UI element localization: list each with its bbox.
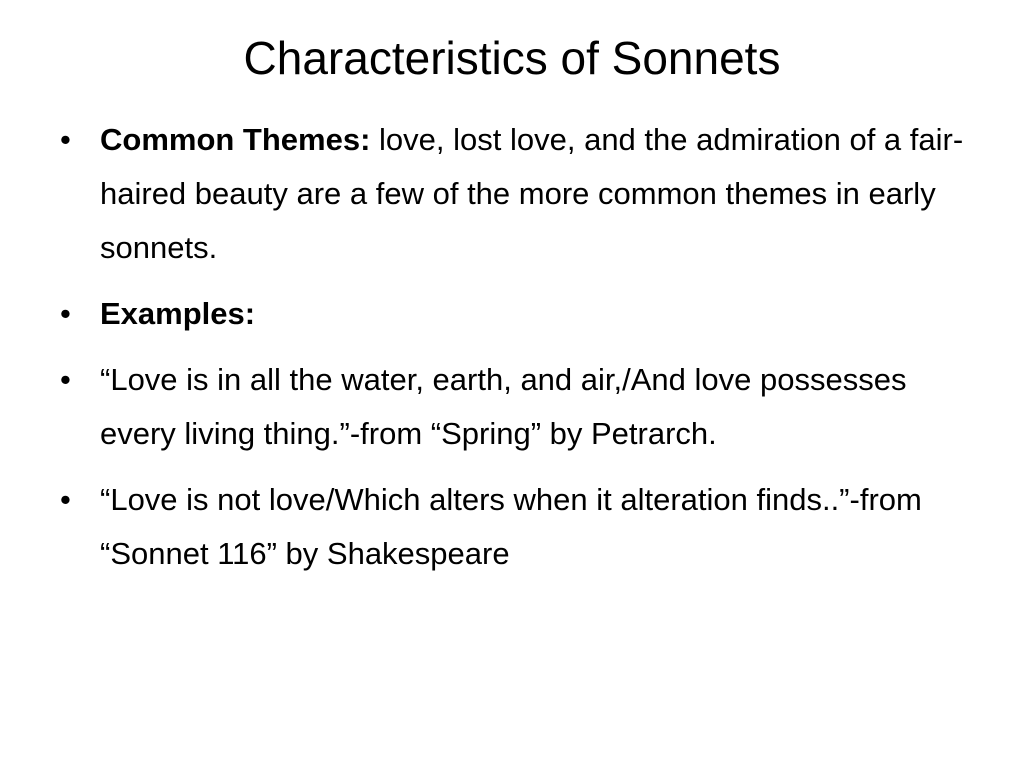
- bullet-item-examples: [60, 287, 970, 341]
- bullet-label: Common Themes:: [100, 122, 371, 157]
- bullet-label: Examples:: [100, 296, 256, 331]
- bullet-list: [60, 113, 970, 593]
- bullet-item-petrarch-quote: [60, 353, 970, 461]
- bullet-icon: •: [60, 122, 71, 157]
- bullet-icon: •: [60, 296, 71, 331]
- slide-title: Characteristics of Sonnets: [243, 32, 781, 84]
- bullet-item-shakespeare-quote: [60, 473, 970, 581]
- bullet-icon: •: [60, 362, 71, 397]
- bullet-text: love, lost love, and the admiration of a fair-haired beauty are a few of the more common themes in early sonnets.: [100, 122, 964, 265]
- bullet-item-common-themes: [60, 113, 970, 275]
- bullet-text: “Love is in all the water, earth, and air,/And love possesses every living thing.”-from “Spring” by Petrarch.: [100, 362, 907, 451]
- bullet-icon: •: [60, 482, 71, 517]
- bullet-text: “Love is not love/Which alters when it alteration finds..”-from “Sonnet 116” by Shakespeare: [100, 482, 922, 571]
